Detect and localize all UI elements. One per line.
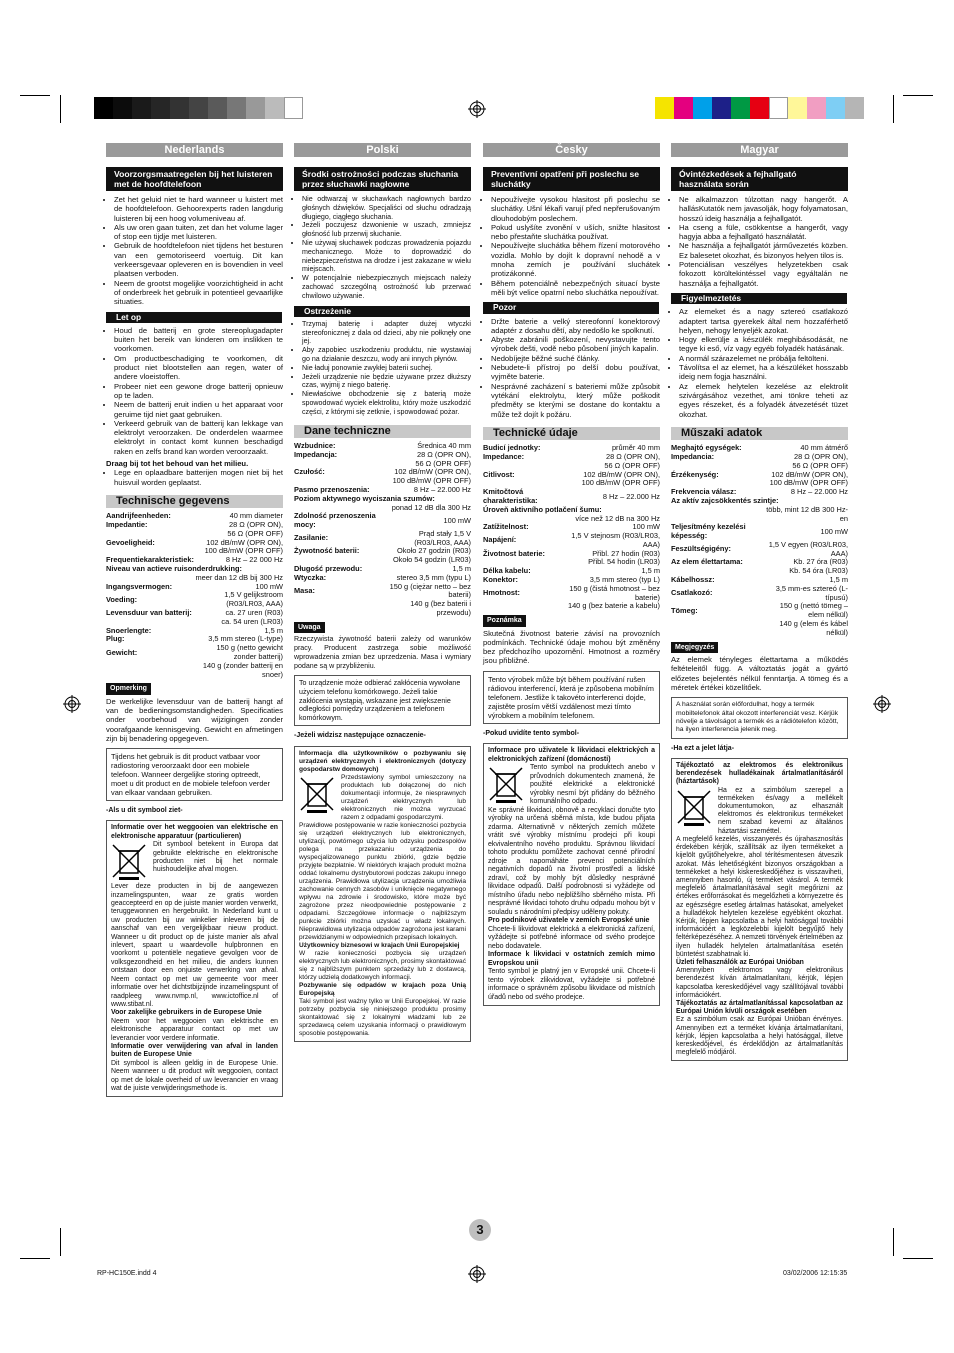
list-item: • Niewłaściwe obchodzenie się z baterią może spowodować wyciek elektrolitu, który może uszkodzić części, z którymi się zetknie, i spowodować pożar. [302,390,471,416]
list-item: • Als uw oren gaan tuiten, zet dan het volume lager of stop een tijdje met luisteren. [114,223,283,242]
list-item: • Verkeerd gebruik van de batterij kan lekkage van elektrolyt veroorzaken. De onderdelen waarmee elektrolyt in contact komt kunnen beschadigd raken en zelfs brand kan worden veroorzaakt. [114,419,283,456]
spec-label: Żywotność baterii: [294,546,360,556]
list-item: • Az elemek helytelen kezelése az elektrolit szivárgásához vezethet, ami tönkre teheti az egyes részeket, és a folyadék átvezetését tüzet okozhat. [679,382,848,419]
language-header: Magyar [671,143,848,157]
list-item: • Nebudete-li přístroj po delší dobu používat, vyjměte baterie. [491,363,660,382]
spec-value: 3,5 mm stereo (typ L) [589,575,660,585]
spec-value: více než 12 dB na 300 Hz [575,513,660,523]
section-title: Środki ostrożności podczas słuchania przez słuchawki nagłowne [294,167,471,191]
note-text: De werkelijke levensduur van de batterij hangt af van de bedieningsomstandigheden. Specificaties onder voorbehoud van wijzigingen zonder voorafgaande kennisgeving. Gewicht en afmetingen zijn bij benadering opgegeven. [106,696,283,743]
language-header: Polski [294,143,471,157]
spec-value: 102 dB/mW (OPR ON), [583,469,660,479]
symbol-heading: -Jeżeli widzisz następujące oznaczenie- [294,732,426,740]
bullet-list [483,317,660,419]
spec-value: 100 dB/mW (OPR OFF) [581,478,660,488]
color-swatch [693,97,712,119]
weee-title: Informatie over het weggooien van elektrische en elektronische apparatuur (particulieren) [111,824,278,840]
weee-text: Chcete-li likvidovat elektrická a elektronická zařízení, vyžádejte si potřebné informace od svého prodejce nebo dodavatele. [488,925,655,950]
spec-value: 150 g (netto gewicht zonder batterij) [216,643,283,661]
spec-label: Poziom aktywnego wyciszania szumów: [294,493,435,503]
crop-mark [893,1228,894,1256]
spec-label: Citlivost: [483,469,515,479]
spec-value: 1,5 V gelijkstroom (R03/LR03, AAA) [224,590,283,609]
spec-value: 1,5 m [264,625,283,635]
spec-value: 1,5 V egyen (R03/LR03, AAA) [768,539,848,558]
list-item: • Během potenciálně nebezpečných situací byste měli být velice opatrní nebo sluchátka nepoužívat. [491,279,660,298]
weee-notice [294,746,471,1042]
registration-mark-icon [873,695,891,713]
color-swatch [227,97,246,119]
spec-table [294,442,471,618]
spec-label: Voeding: [106,594,138,604]
spec-value: Średnica 40 mm [417,440,471,450]
spec-label: Gewicht: [106,647,138,657]
list-item: • Trzymaj baterię i adapter dużej wtyczki stereofonicznej z dala od dzieci, aby nie połknęły one jej. [302,320,471,346]
color-swatch [845,97,864,119]
spec-label: Meghajtó egységek: [671,443,742,453]
spec-row [483,602,660,611]
spec-label: Napájení: [483,535,517,545]
color-swatch [807,97,826,119]
spec-value: több, mint 12 dB 300 Hz-en [766,504,848,523]
list-item: • Neem de batterij eruit indien u het apparaat voor geruime tijd niet gaat gebruiken. [114,400,283,419]
section-title: Ostrzeżenie [294,306,470,317]
footer-filename: RP-HC150E.indd 4 [97,1270,157,1277]
bullet-list [294,195,471,301]
spec-table [106,512,283,679]
color-swatch [151,97,170,119]
spec-label: Az elem élettartama: [671,557,743,567]
spec-value: ponad 12 dB dla 300 Hz [391,502,471,512]
color-swatch [712,97,731,119]
weee-subtitle: Üzleti felhasználók az Európai Unióban [676,958,804,966]
weee-title: Informace pro uživatele k likvidaci elektrických a elektronických zařízení (domácnosti) [488,747,655,763]
spec-label: Impedantie: [106,520,148,529]
bullet-list [106,326,283,456]
note-label: Opmerking [106,683,151,694]
spec-value: meer dan 12 dB bij 300 Hz [195,572,283,582]
weee-text: Amennyiben elektromos vagy elektronikus berendezést kíván ártalmatlanítani, kérjük, lépjen kapcsolatba kereskedőjével vagy szállítójával további információkért. [676,967,843,999]
spec-label: Pasmo przenoszenia: [294,484,370,494]
list-item: • A normál szárazelemet ne próbálja feltölteni. [679,354,848,363]
spec-value: 102 dB/mW (OPR ON), [394,467,471,477]
spec-label: Úroveň aktivního potlačení šumu: [483,504,602,514]
spec-label: Wzbudnice: [294,440,336,450]
color-swatch [674,97,693,119]
weee-notice [106,820,283,1097]
spec-label [671,620,764,638]
spec-label: Hmotnost: [483,588,520,598]
language-header: Česky [483,143,660,157]
list-item: • Nepoužívejte vysokou hlasitost při poslechu se sluchátky. Ušní lékaři varují před nepřerušovaným dlouhodobým poslechem. [491,195,660,223]
spec-value: 8 Hz – 22 000 Hz [225,555,283,565]
spec-label: Gevoeligheid: [106,537,155,547]
color-swatch [788,97,807,119]
spec-value: Około 54 godzin (LR03) [392,555,471,565]
spec-value: 56 Ω (OPR OFF) [792,460,848,470]
list-item: • Nepoužívejte sluchátka během řízení motorového vozidla. Mohlo by dojít k dopravní nehodě a v mnoha zemích je používání sluchátek protizákonné. [491,241,660,278]
list-item: • Potenciálisan veszélyes helyzetekben csak fokozott körültekintéssel vagy egyáltalán ne használja a fejhallgatót. [679,260,848,288]
weee-text: Ha ez a szimbólum szerepel a termékeken és/vagy a mellékelt dokumentumokon, az elhasznált elektromos és elektronikus termékeket nem szabad keverni az általános háztartási szeméttel. [718,786,843,835]
section-title: Technické údaje [483,427,660,440]
weee-text: Neem voor het weggooien van elektrische en elektronische apparatuur contact op met uw leverancier voor verdere informatie. [111,1017,278,1042]
color-swatch [826,97,845,119]
list-item: • W potencjalnie niebezpiecznych miejscach należy zachować szczególną ostrożność lub przerwać chwilowo używanie. [302,274,471,300]
section-title: Pozor [483,302,659,313]
spec-label: Wtyczka: [294,572,327,582]
registration-mark-icon [468,100,486,118]
color-swatch [246,97,265,119]
crop-mark [20,1258,50,1259]
crossed-bin-icon [111,843,147,881]
spec-label: Frekvencia válasz: [671,487,737,497]
spec-label: Zatížitelnost: [483,522,529,532]
spec-row [106,591,283,609]
list-item: • Gebruik de hoofdtelefoon niet tijdens het besturen van een gemotoriseerd voertuig. Dit kan verkeersgevaar opleveren en is bovendien in veel plaatsen verboden. [114,241,283,278]
interference-notice: Tento výrobek může být během používání rušen rádiovou interferencí, která je způsobena mobilním telefonem. Jestliže k takovéto interferenci dojde, zajistěte prosím větší vzdálenost mezi tímto výrobkem a mobilním telefonem. [483,671,660,724]
note-text: Skutečná životnost baterie závisí na provozních podmínkách. Technické údaje mohou být změněny bez předchozího upozornění. Hmotnost a rozměry jsou přibližné. [483,628,660,666]
weee-notice [671,758,848,1061]
list-item: • Aby zapobiec uszkodzeniu produktu, nie wystawiaj go na działanie deszczu, wody ani innych płynów. [302,346,471,364]
spec-value: 56 Ω (OPR OFF) [227,528,283,538]
spec-label: Kábelhossz: [671,575,715,585]
column-magyar [671,143,848,1066]
list-item: • Ha cseng a füle, csökkentse a hangerőt, vagy hagyja abba a fejhallgató használatát. [679,223,848,242]
spec-row [294,600,471,618]
weee-subtitle: Informace k likvidaci v ostatních zemích mimo Evropskou unii [488,951,655,967]
spec-label: Feszültségigény: [671,544,731,554]
spec-label: Zdolność przenoszenia mocy: [294,511,376,530]
list-item: • Ne alkalmazzon túlzottan nagy hangerőt. A hallásKutatók nem javasolják, hogy folyamatosan, hosszú ideig használja a fejhallgatót. [679,195,848,223]
spec-value: 8 Hz – 22.000 Hz [413,484,471,494]
list-item: • Houd de batterij en grote stereoplugadapter buiten het bereik van kinderen om inslikken te voorkomen. [114,326,283,354]
spec-value: Kb. 27 óra (R03) [793,557,848,567]
note-label: Megjegyzés [671,642,718,653]
spec-value: 100 mW [255,581,283,591]
spec-label: Tömeg: [671,605,698,615]
spec-label [106,662,194,680]
spec-value: 100 mW [820,526,848,536]
spec-value: 1,5 m [452,564,471,574]
section-title: Let op [106,312,282,323]
spec-value: 140 g (bez baterie a kabelu) [567,601,660,611]
spec-label: Teljesítmény kezelési képesség: [671,522,746,541]
weee-subtitle: Informatie over verwijdering van afval in landen buiten de Europese Unie [111,1042,278,1059]
section-title: Technische gegevens [106,495,283,508]
list-item: • Probeer niet een gewone droge batterij opnieuw op te laden. [114,382,283,401]
spec-value: Přibl. 54 hodin (LR03) [588,557,660,567]
color-swatch [284,97,303,119]
spec-label: Érzékenység: [671,469,719,479]
spec-value: 140 g (zonder batterij en snoer) [202,660,283,679]
spec-label: Impedancia: [671,451,715,461]
section-title: Figyelmeztetés [671,293,847,304]
list-item: • Ne használja a fejhallgatót járművezetés közben. Ez balesetet okozhat, és bizonyos helyen tilos is. [679,241,848,260]
spec-value: 40 mm átmérő [800,443,848,453]
weee-text: Dit symbool is alleen geldig in de Europese Unie. Neem wanneer u dit product wilt weggooien, contact op met de lokale overheid of uw leverancier en vraag wat de juiste verwijderingsmethode is. [111,1059,278,1092]
spec-label: Kmitočtová charakteristika: [483,487,538,505]
spec-label: Zasilanie: [294,533,329,543]
env-heading: Draag bij tot het behoud van het milieu. [106,459,249,469]
spec-value: 100 dB/mW (OPR OFF) [392,476,471,486]
interference-notice: To urządzenie może odbierać zakłócenia wywołane użyciem telefonu komórkowego. Jeżeli takie zakłócenia wystąpią, wskazane jest zwiększenie odległości pomiędzy urządzeniem a telefonem komórkowym. [294,675,471,726]
spec-value: 56 Ω (OPR OFF) [604,460,660,470]
weee-text: Ez a szimbólum csak az Európai Unióban érvényes. Amennyiben ezt a terméket kívánja ártalmatlanítani, kérjük, lépjen kapcsolatba a helyi hatósággal, illetve kereskedőjével, és érdeklődjön az ártalmatlanítás megfelelő módjáról. [676,1016,843,1057]
spec-label: Životnost baterie: [483,548,546,558]
weee-subtitle: Pozbywanie się odpadów w krajach poza Unią Europejską [299,981,466,997]
spec-value: 150 g (čistá hmotnost – bez baterie) [569,583,660,602]
spec-row [106,662,283,680]
spec-label: Długość przewodu: [294,564,363,574]
column-nederlands [106,143,283,1102]
symbol-heading: -Pokud uvidíte tento symbol- [483,729,580,737]
spec-value: ca. 54 uren (LR03) [221,616,283,626]
list-item: • Nie używaj słuchawek podczas prowadzenia pojazdu mechanicznego. Może to doprowadzić do niebezpieczeństwa na drodze i jest zakazane w wielu miejscach. [302,239,471,274]
weee-text: Przedstawiony symbol umieszczony na produktach lub dołączonej do nich dokumentacji informuje, że niesprawnych urządzeń elektrycznych lub elektronicznych nie można wyrzucać razem z odpadami gospodarczymi. [341,773,466,821]
color-swatch [132,97,151,119]
weee-text: Dit symbool betekent in Europa dat gebruikte elektrische en elektronische producten niet bij het normale huishoudelijke afval mogen. [153,841,278,874]
weee-text: Ke správné likvidaci, obnově a recyklaci doručte tyto výrobky na určená sběrná místa, kde budou přijata zdarma. Alternativně v některých zemích můžete vrátit své výrobky místnímu prodejci při koupi ekvivalentního nového produktu. Správnou likvidací tohoto produktu pomůžete zachovat cenné přírodní zdroje a napomáháte prevenci potenciálních negativních dopadů na životní prostředí a lidské zdraví, což by mohly být důsledky nesprávné likvidace odpadů. Další podrobnosti si vyžádejte od místního úřadu nebo nejbližšího sběrného místa. Při nesprávné likvidaci tohoto druhu odpadu mohou být v souladu s národními předpisy uděleny pokuty. [488,806,655,916]
crop-mark [60,1228,61,1256]
spec-value: 8 Hz – 22.000 Hz [602,491,660,501]
spec-value: průměr 40 mm [611,443,660,453]
spec-value: 100 dB/mW (OPR OFF) [769,478,848,488]
spec-row [483,585,660,603]
list-item: • Hogy elkerülje a készülék meghibásodását, ne tegye ki eső, víz vagy egyéb folyadék hatásának. [679,335,848,354]
spec-value: Kb. 54 óra (LR03) [789,566,848,576]
spec-value: Prąd stały 1,5 V (R03/LR03, AAA) [414,528,471,547]
spec-value: 1,5 m [829,575,848,585]
spec-label: Frequentiekarakteristiek: [106,555,194,565]
spec-row [294,583,471,601]
spec-value: 8 Hz – 22.000 Hz [790,487,848,497]
spec-value: stereo 3,5 mm (typu L) [396,572,471,582]
spec-label [483,602,567,611]
list-item: • Az elemeket és a nagy sztereó csatlakozó adaptert tartsa gyerekek által nem hozzaférhető helyen, nehogy lenyeljék azokat. [679,307,848,335]
list-item: • Abyste zabránili poškození, nevystavujte tento výrobek dešti, vodě nebo působení jiných kapalin. [491,335,660,354]
spec-value: 140 g (bez baterii i przewodu) [410,599,471,618]
color-swatch [265,97,284,119]
color-swatch [208,97,227,119]
spec-label [294,600,382,618]
bullet-list [294,320,471,417]
language-header: Nederlands [106,143,283,157]
crop-mark [60,95,61,123]
page-number: 3 [469,1219,491,1241]
crop-mark [903,1258,933,1259]
spec-label: Ingangsvermogen: [106,581,173,591]
crop-mark [893,95,894,123]
crossed-bin-icon [488,766,524,804]
spec-label: Impedance: [483,451,525,461]
spec-label: Impedancja: [294,449,338,459]
spec-label [671,506,764,524]
spec-label: Czułość: [294,467,325,477]
section-title: Preventivní opatření při poslechu se sluchátky [483,167,660,191]
section-title: Dane techniczne [294,425,471,438]
spec-value: ca. 27 uren (R03) [225,607,283,617]
note-label: Poznámka [483,615,526,626]
spec-value: 28 Ω (OPR ON), [606,451,660,461]
color-swatch [769,97,788,119]
weee-text: Prawidłowe postępowanie w razie konieczności pozbycia się urządzeń elektrycznych lub elektronicznych, utylizacji, powtórnego użycia lub odzysku podzespołów polega na przekazaniu urządzenia do wyspecjalizowanego punktu zbiórki, gdzie będzie przyjęte bezpłatnie. W niektórych krajach produkt można oddać lokalnemu dystrybutorowi podczas zakupu innego urządzenia. Prawidłowa utylizacja urządzenia umożliwia zachowanie cennych zasobów i uniknięcie negatywnego wpływu na zdrowie i środowisko, które może być zagrożone przez nieodpowiednie postępowanie z odpadami. Szczegółowe informacje o najbliższym punkcie zbiórki można uzyskać u władz lokalnych. Nieprawidłowa utylizacja odpadów zagrożona jest karami przewidzianymi w odpowiednich przepisach lokalnych. [299,821,466,941]
section-title: Voorzorgsmaatregelen bij het luisteren met de hoofdtelefoon [106,167,283,191]
list-item: • Nie ładuj ponownie zwykłej baterii suchej. [302,364,471,373]
spec-row [671,602,848,620]
list-item: • Neem de grootst mogelijke voorzichtigheid in acht of onderbreek het gebruik in potentieel gevaarlijke situaties. [114,279,283,307]
spec-label: Az aktív zajcsökkentés szintje: [671,495,779,505]
bullet-list [483,195,660,297]
spec-value: 140 g (elem és kábel nélkül) [779,619,848,637]
bullet-list [106,195,283,307]
footer-timestamp: 03/02/2006 12:15:35 [783,1270,848,1277]
list-item: • Nesprávné zacházení s bateriemi může způsobit vytékání elektrolytu, který může poškodit předměty se kterými se dostane do kontaktu a může tež dojít k požáru. [491,382,660,419]
spec-value: 3,5 mm stereo (L-type) [208,634,283,644]
spec-value: 28 Ω (OPR ON), [229,520,283,529]
note-label: Uwaga [294,622,325,633]
spec-table [483,444,660,611]
registration-mark-icon [63,695,81,713]
weee-subtitle: Voor zakelijke gebruikers in de Europese Unie [111,1009,262,1017]
spec-row [294,512,471,530]
symbol-heading: -Ha ezt a jelet látja- [671,744,735,752]
spec-row [483,488,660,506]
spec-value: 102 dB/mW (OPR ON), [771,469,848,479]
spec-label: Niveau van actieve ruisonderdrukking: [106,563,242,573]
spec-label: Aandrijfeenheden: [106,511,171,521]
list-item: • Jeżeli poczujesz dzwonienie w uszach, zmniejsz głośność lub przerwij słuchanie. [302,221,471,239]
spec-label: Konektor: [483,575,518,585]
list-item: • Nedobíjejte běžné suché články. [491,354,660,363]
list-item: • Lege en oplaadbare batterijen mogen niet bij het huisvuil worden geplaatst. [114,468,283,487]
color-swatch [189,97,208,119]
spec-value: 3,5 mm-es sztereó (L-típusú) [775,583,848,602]
spec-value: 150 g (ciężar netto – bez baterii) [389,581,471,600]
crossed-bin-icon [299,776,335,814]
list-item: • Om productbeschadiging te voorkomen, dit product niet blootstellen aan regen, water of andere vloeistoffen. [114,354,283,382]
crossed-bin-icon [676,789,712,827]
section-title: Műszaki adatok [671,427,848,440]
weee-text: Lever deze producten in bij de aangewezen inzamelingspunten, waar ze gratis worden geaccepteerd en op de juiste manier worden verwerkt, teruggewonnen en hergebruikt. In Nederland kunt u uw producten bij uw winkelier inleveren bij de aanschaf van een vergelijkbaar nieuw product. Wanneer u dit product op de juiste manier als afval inlevert, spaart u waardevolle hulpbronnen en voorkomt u potentiële negatieve gevolgen voor de volksgezondheid en het milieu, die anders kunnen ontstaan door een onjuiste verwerking van afval. Neem contact op met uw gemeente voor meer informatie over het dichtstbijzijnde inzamelingspunt of raadpleeg www.nvmp.nl, www.ictoffice.nl of www.stibat.nl. [111,883,278,1008]
spec-value: 1,5 m [641,566,660,576]
spec-value: 102 dB/mW (OPR ON), [206,537,283,547]
color-swatch [731,97,750,119]
list-item: • Nie odtwarzaj w słuchawkach nagłownych bardzo głośnych dźwięków. Specjaliści od słuchu odradzają długiego, ciągłego słuchania. [302,195,471,221]
spec-value: Přibl. 27 hodin (R03) [592,548,660,558]
weee-title: Informacja dla użytkowników o pozbywaniu się urządzeń elektrycznych i elektronicznych (dotyczy gospodarstw domowych) [299,749,466,773]
spec-table [671,444,848,638]
weee-text: A megfelelő kezelés, visszanyerés és újrahasznosítás érdekében kérjük, szállítsák az ilyen termékeket a kijelölt gyűjtőhelyekre, ahol térítésmentesen átveszik azokat. Más lehetőségként bizonyos országokban a termékeket a helyi kiskereskedőjéhez is visszaviheti, amennyiben hasonló, új terméket vásárol. A termék megfelelő ártalmatlanításával segít megőrizni az értékes erőforrásokat és megelőzheti a környezetre és az egészségre esetleg ártalmas hatásokat, amelyeket a hulladékok helytelen kezelése egyébként okozhat. Kérjük, lépjen kapcsolatba a helyi hatósággal további információért a legközelebbi kijelölt begyűjtő hely feltérképezéséhez. A nemzeti törvények értelmében az ilyen hulladék helytelen ártalmatlanítása esetén büntetést szabhatnak ki. [676,835,843,958]
spec-label: Budicí jednotky: [483,443,541,453]
note-text: Az elemek tényleges élettartama a működés feltételeitől függ. A változtatás jogát a gyártó előzetes bejelentés nélkül fenntartja. A tömeg és a méretek értékei közelítőek. [671,654,848,692]
spec-value: 100 mW [443,515,471,525]
spec-label: Levensduur van batterij: [106,607,192,617]
bullet-list [671,307,848,419]
column-polski [294,143,471,1047]
list-item: • Zet het geluid niet te hard wanneer u luistert met de hoofdtelefoon. Gehoorexperts raden langdurig luisteren bij een hoog volumeniveau af. [114,195,283,223]
color-swatch [655,97,674,119]
spec-row [671,620,848,638]
list-item: • Távolítsa el az elemet, ha a készüléket hosszabb ideig nem fogja használni. [679,363,848,382]
interference-notice: Tijdens het gebruik is dit product vatbaar voor radiostoring veroorzaakt door een mobiele telefoon. Wanneer dergelijke storing optreedt, moet u dit product en de mobiele telefoon verder van elkaar vandaan gebruiken. [106,748,283,801]
bullet-list [671,195,848,288]
spec-value: 28 Ω (OPR ON), [417,449,471,459]
spec-value: 150 g (nettó tömeg – elem nélkül) [779,601,848,620]
spec-value: Około 27 godzin (R03) [397,546,471,556]
spec-label: Csatlakozó: [671,588,713,598]
interference-notice: A használat során előfordulhat, hogy a termék mobiltelefonok által okozott interferenciát vesz. Kérjük növelje a távolságot a termék és a rádiótelefon között, ha ilyen interferencia jelenik meg. [671,697,848,739]
weee-subtitle: Użytkownicy biznesowi w krajach Unii Europejskiej [299,941,460,949]
weee-text: Tento symbol je platný jen v Evropské unii. Chcete-li tento výrobek zlikvidovat, vyžádejte si potřebné informace o správném způsobu likvidace od místních úřadů nebo od svého prodejce. [488,968,655,1001]
spec-value: 100 mW [632,522,660,532]
spec-label: Snoerlengte: [106,625,152,635]
crop-mark [903,95,933,96]
list-item: • Pokud uslyšíte zvonění v uších, snižte hlasitost nebo přestaňte sluchátka používat. [491,223,660,242]
color-swatch [113,97,132,119]
spec-row [671,523,848,541]
spec-row [106,644,283,662]
color-swatch [94,97,113,119]
spec-row [483,532,660,550]
weee-text: Tento symbol na produktech anebo v průvodních dokumentech znamená, že použité elektrické a elektronické výrobky nesmí být přidány do běžného komunálního odpadu. [530,764,655,806]
weee-text: W razie konieczności pozbycia się urządzeń elektrycznych lub elektronicznych, prosimy skontaktować się z najbliższym punktem sprzedaży lub z dostawcą, którzy udzielą dodatkowych informacji. [299,949,466,981]
weee-notice [483,743,660,1006]
list-item: • Jeżeli urządzenie nie będzie używane przez dłuższy czas, wyjmij z niego baterię. [302,373,471,391]
spec-label: Délka kabelu: [483,566,531,576]
crop-mark [20,95,50,96]
spec-row [294,530,471,548]
symbol-heading: -Als u dit symbool ziet- [106,807,183,815]
registration-mark-icon [468,1265,486,1283]
spec-value: 28 Ω (OPR ON), [794,451,848,461]
spec-row [671,585,848,603]
spec-row [671,541,848,559]
list-item: • Držte baterie a velký stereofonní konektorový adaptér z dosahu dětí, aby nedošlo ke spolknutí. [491,317,660,336]
weee-subtitle: Tájékoztatás az ártalmatlanítással kapcsolatban az Európai Unión kívüli országok esetében [676,999,843,1016]
spec-label: Plug: [106,634,125,644]
color-swatch [170,97,189,119]
spec-value: 100 dB/mW (OPR OFF) [204,546,283,556]
weee-title: Tájékoztató az elektromos és elektronikus berendezések hulladékainak ártalmatlanításáról (háztartások) [676,762,843,786]
note-text: Rzeczywista żywotność baterii zależy od warunków pracy. Producent zastrzega sobie możliwość wprowadzenia zmian bez uprzedzenia. Masa i wymiary podane są w przybliżeniu. [294,635,471,670]
spec-row [671,506,848,524]
section-title: Óvintézkedések a fejhallgató használata során [671,167,848,191]
color-swatch [750,97,769,119]
column-cesky [483,143,660,1011]
weee-text: Taki symbol jest ważny tylko w Unii Europejskej. W razie potrzeby pozbycia się niniejszego produktu prosimy skontaktować się z lokalnymi władzami lub ze sprzedawcą celem uzyskania informacji o prawidłowym sposobie postępowania. [299,997,466,1037]
spec-value: 40 mm diameter [229,511,283,521]
spec-value: 56 Ω (OPR OFF) [415,458,471,468]
spec-label: Masa: [294,586,315,596]
weee-subtitle: Pro podnikové uživatele v zemích Evropské unie [488,917,650,925]
spec-value: 1,5 V stejnosm (R03/LR03, AAA) [571,531,660,549]
